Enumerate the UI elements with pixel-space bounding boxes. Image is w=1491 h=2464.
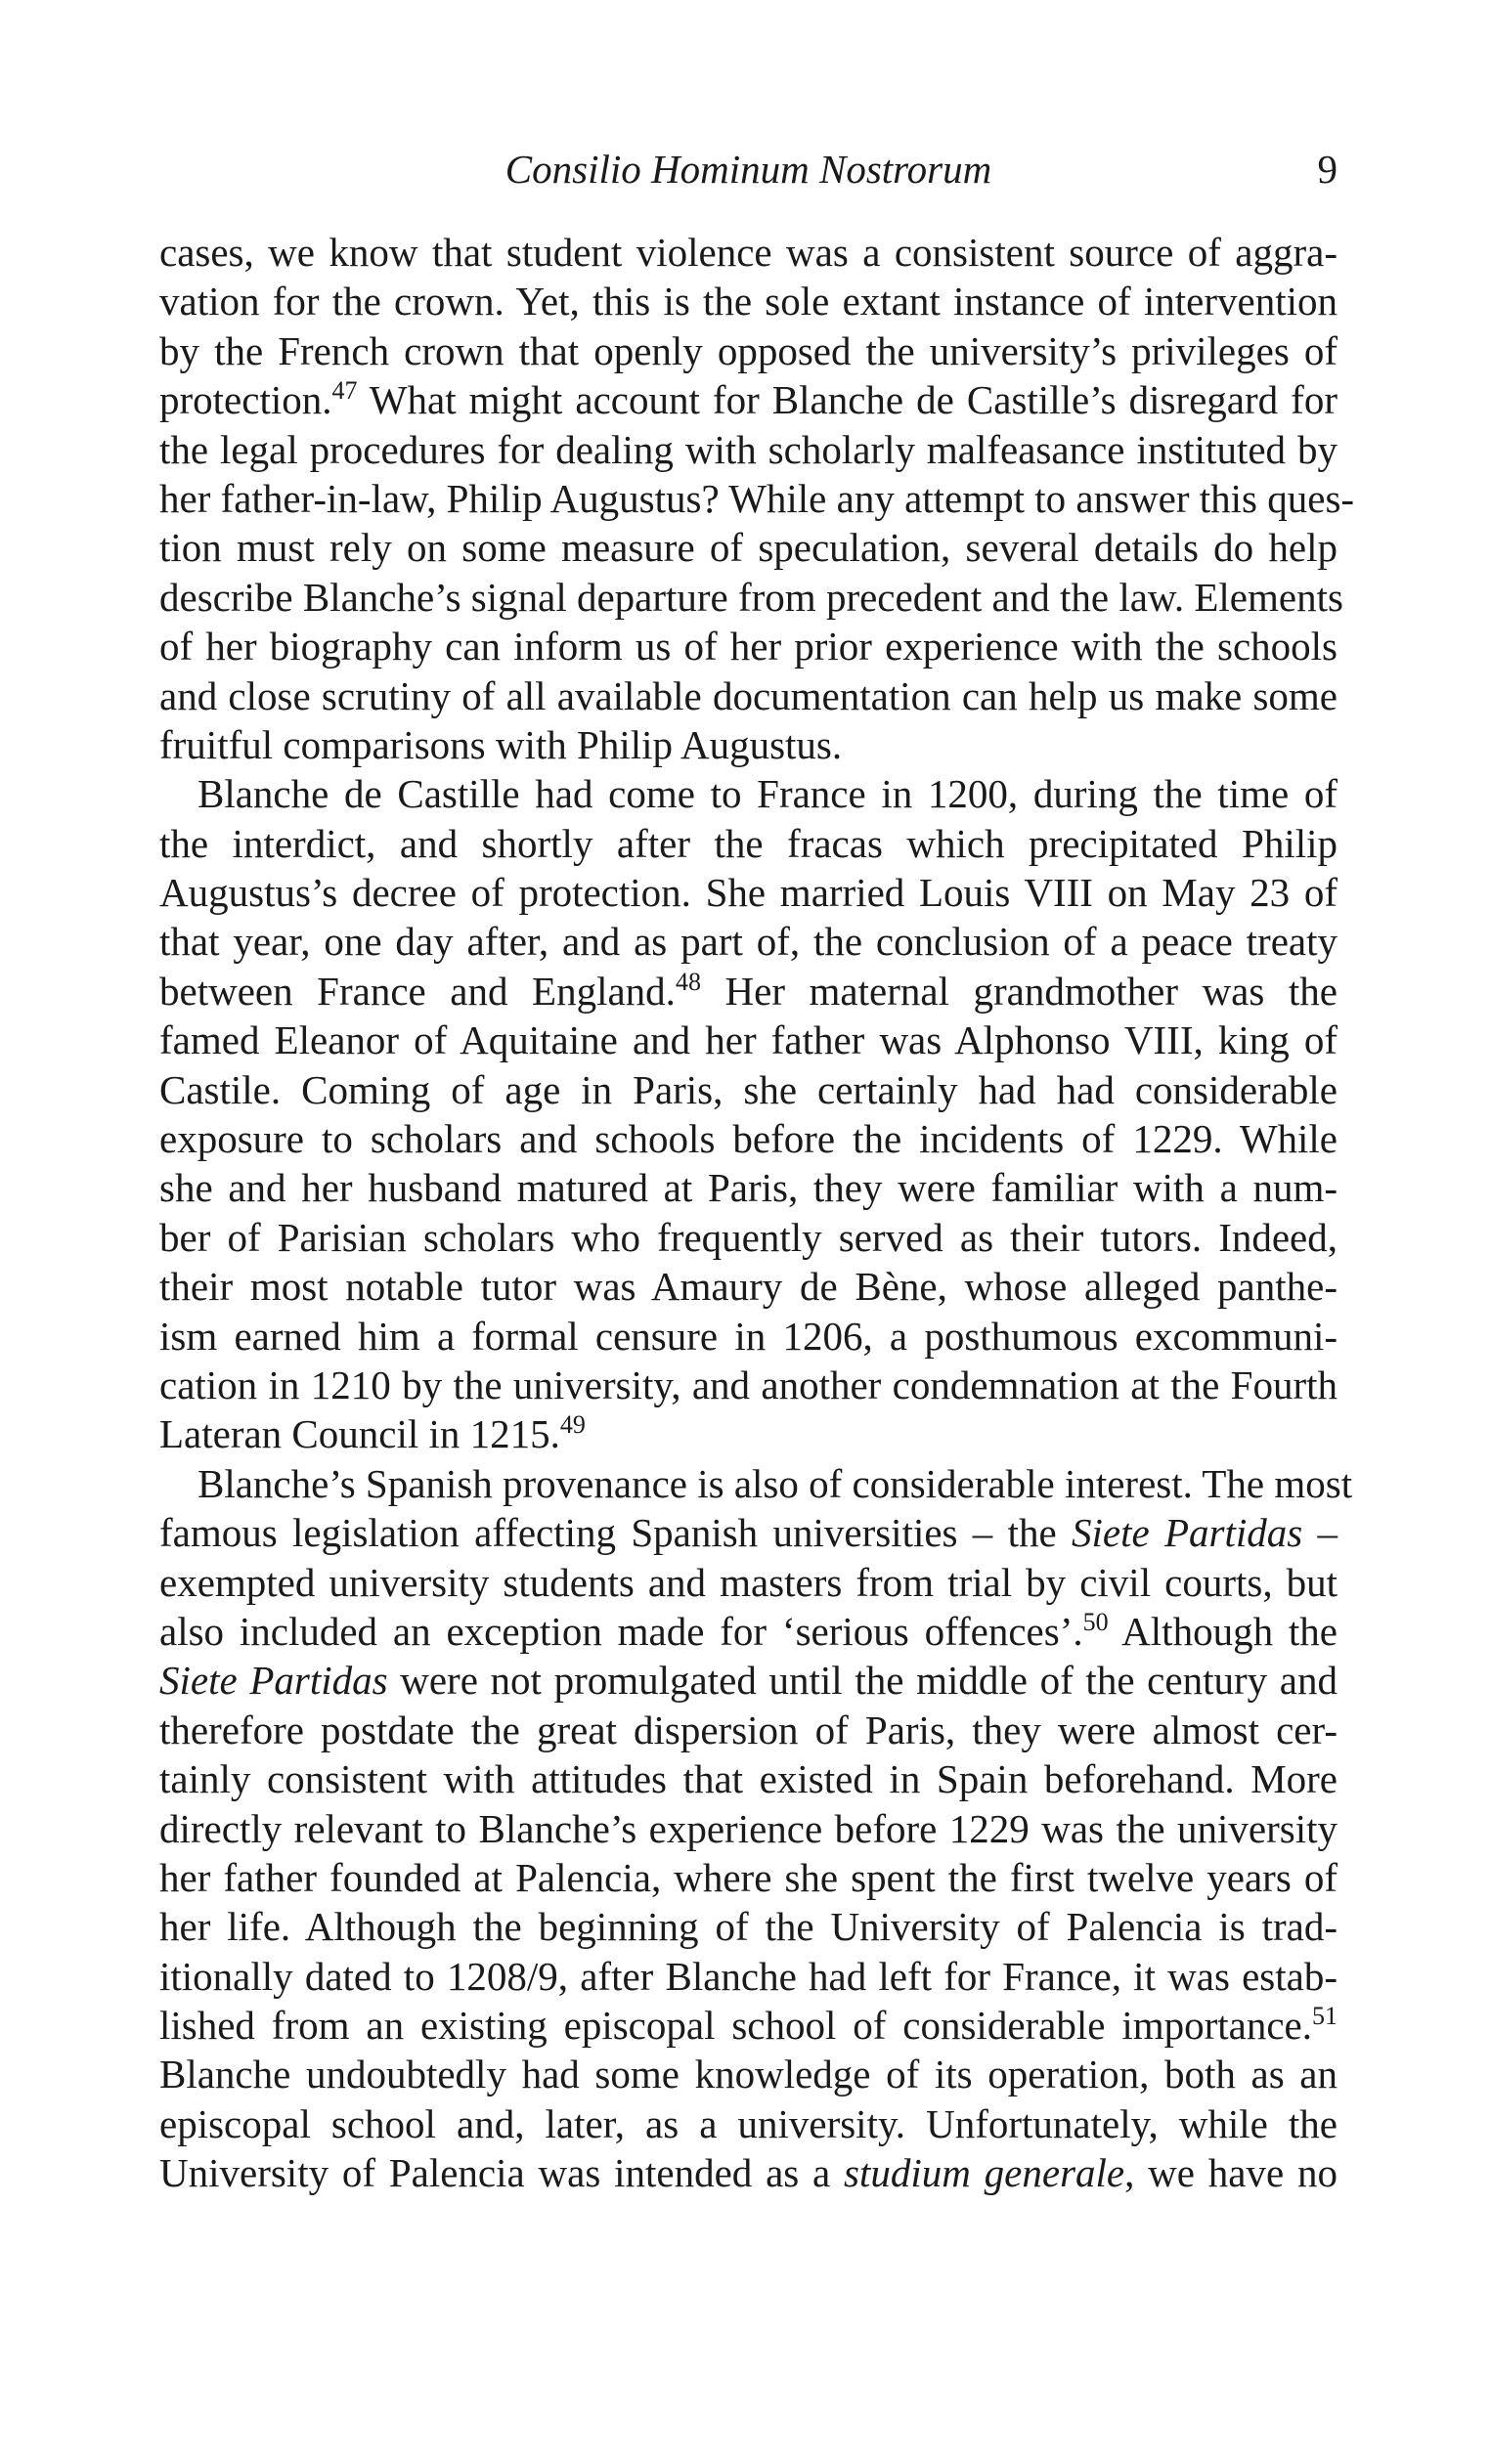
text-line xyxy=(159,2148,1338,2197)
text-line: vation for the crown. Yet, this is the sole extant instance of intervention xyxy=(159,279,1338,324)
text-line xyxy=(159,1508,1338,1557)
text-line: her life. Although the beginning of the University of Palencia is trad- xyxy=(159,1904,1338,1950)
text-line: fruitful comparisons with Philip Augustus. xyxy=(159,721,843,767)
text-line: Castile. Coming of age in Paris, she certainly had had considerable xyxy=(159,1066,1338,1112)
text-run: University of Palencia was intended as a xyxy=(159,2150,845,2196)
text-line xyxy=(159,1607,1338,1656)
text-line xyxy=(159,967,1338,1016)
italic-title: Siete Partidas xyxy=(159,1658,388,1704)
text-line: that year, one day after, and as part of, the conclusion of a peace treaty xyxy=(159,919,1338,965)
footnote-ref: 48 xyxy=(675,967,701,996)
text-line: Blanche undoubtedly had some knowledge of its operation, both as an xyxy=(159,2052,1338,2097)
text-line: her father-in-law, Philip Augustus? While any attempt to answer this ques- xyxy=(159,475,1355,521)
text-run: – xyxy=(1302,1510,1338,1556)
text-run: Although the xyxy=(1108,1608,1338,1654)
text-line: tion must rely on some measure of speculation, several details do help xyxy=(159,525,1338,571)
text-line: she and her husband matured at Paris, they were familiar with a num- xyxy=(159,1165,1338,1211)
text-line: ism earned him a formal censure in 1206, a posthumous excommuni- xyxy=(159,1313,1338,1359)
text-line: cases, we know that student violence was a consistent source of aggra- xyxy=(159,230,1338,275)
text-line xyxy=(159,1656,1338,1705)
text-line: directly relevant to Blanche’s experience before 1229 was the university xyxy=(159,1805,1338,1851)
text-line: itionally dated to 1208/9, after Blanche had left for France, it was estab- xyxy=(159,1953,1338,1999)
text-line: of her biography can inform us of her prior experience with the schools xyxy=(159,624,1338,670)
text-run: What might account for Blanche de Castille’s disregard for xyxy=(357,377,1338,423)
running-title: Consilio Hominum Nostrorum xyxy=(504,147,992,192)
text-run: Lateran Council in 1215. xyxy=(159,1411,560,1457)
page-number: 9 xyxy=(1317,147,1338,192)
text-line: ber of Parisian scholars who frequently served as their tutors. Indeed, xyxy=(159,1214,1338,1260)
italic-term: studium generale xyxy=(844,2150,1125,2196)
footnote-ref: 51 xyxy=(1312,2002,1338,2031)
text-line: Blanche de Castille had come to France in 1200, during the time of xyxy=(197,771,1338,817)
text-run: lished from an existing episcopal school of considerable importance. xyxy=(159,2003,1312,2049)
text-run: famous legislation affecting Spanish universities – the xyxy=(159,1510,1072,1556)
text-run: protection. xyxy=(159,377,332,423)
body-text xyxy=(159,228,1355,2198)
text-line: describe Blanche’s signal departure from precedent and the law. Elements xyxy=(159,574,1343,620)
text-line xyxy=(159,2001,1338,2050)
text-line: by the French crown that openly opposed the university’s privileges of xyxy=(159,327,1338,373)
text-line: cation in 1210 by the university, and another condemnation at the Fourth xyxy=(159,1362,1338,1407)
text-run: also included an exception made for ‘serious offences’. xyxy=(159,1608,1083,1654)
footnote-ref: 50 xyxy=(1082,1607,1109,1636)
text-line: exempted university students and masters from trial by civil courts, but xyxy=(159,1559,1338,1605)
footnote-ref: 49 xyxy=(559,1410,586,1440)
text-line: tainly consistent with attitudes that existed in Spain beforehand. More xyxy=(159,1756,1338,1802)
text-line: Blanche’s Spanish provenance is also of considerable interest. The most xyxy=(197,1460,1353,1506)
text-run: were not promulgated until the middle of the century and xyxy=(387,1658,1338,1704)
running-head xyxy=(159,145,1338,194)
text-line xyxy=(159,1409,1338,1458)
footnote-ref: 47 xyxy=(331,376,358,406)
text-run: between France and England. xyxy=(159,968,676,1014)
text-line: her father founded at Palencia, where she spent the first twelve years of xyxy=(159,1854,1338,1900)
text-line: their most notable tutor was Amaury de Bène, whose alleged panthe- xyxy=(159,1264,1338,1310)
text-run: Her maternal grandmother was the xyxy=(700,968,1338,1014)
text-line: exposure to scholars and schools before the incidents of 1229. While xyxy=(159,1116,1338,1162)
text-line: therefore postdate the great dispersion of Paris, they were almost cer- xyxy=(159,1707,1338,1752)
text-line xyxy=(159,375,1338,424)
text-line: the legal procedures for dealing with scholarly malfeasance instituted by xyxy=(159,426,1338,472)
text-line: Augustus’s decree of protection. She married Louis VIII on May 23 of xyxy=(159,870,1338,916)
text-run: , we have no xyxy=(1124,2150,1338,2196)
italic-title: Siete Partidas xyxy=(1071,1510,1303,1556)
text-line: famed Eleanor of Aquitaine and her father was Alphonso VIII, king of xyxy=(159,1017,1338,1063)
text-line: the interdict, and shortly after the fracas which precipitated Philip xyxy=(159,820,1338,866)
text-line: and close scrutiny of all available documentation can help us make some xyxy=(159,672,1338,718)
text-line: episcopal school and, later, as a university. Unfortunately, while the xyxy=(159,2100,1338,2146)
